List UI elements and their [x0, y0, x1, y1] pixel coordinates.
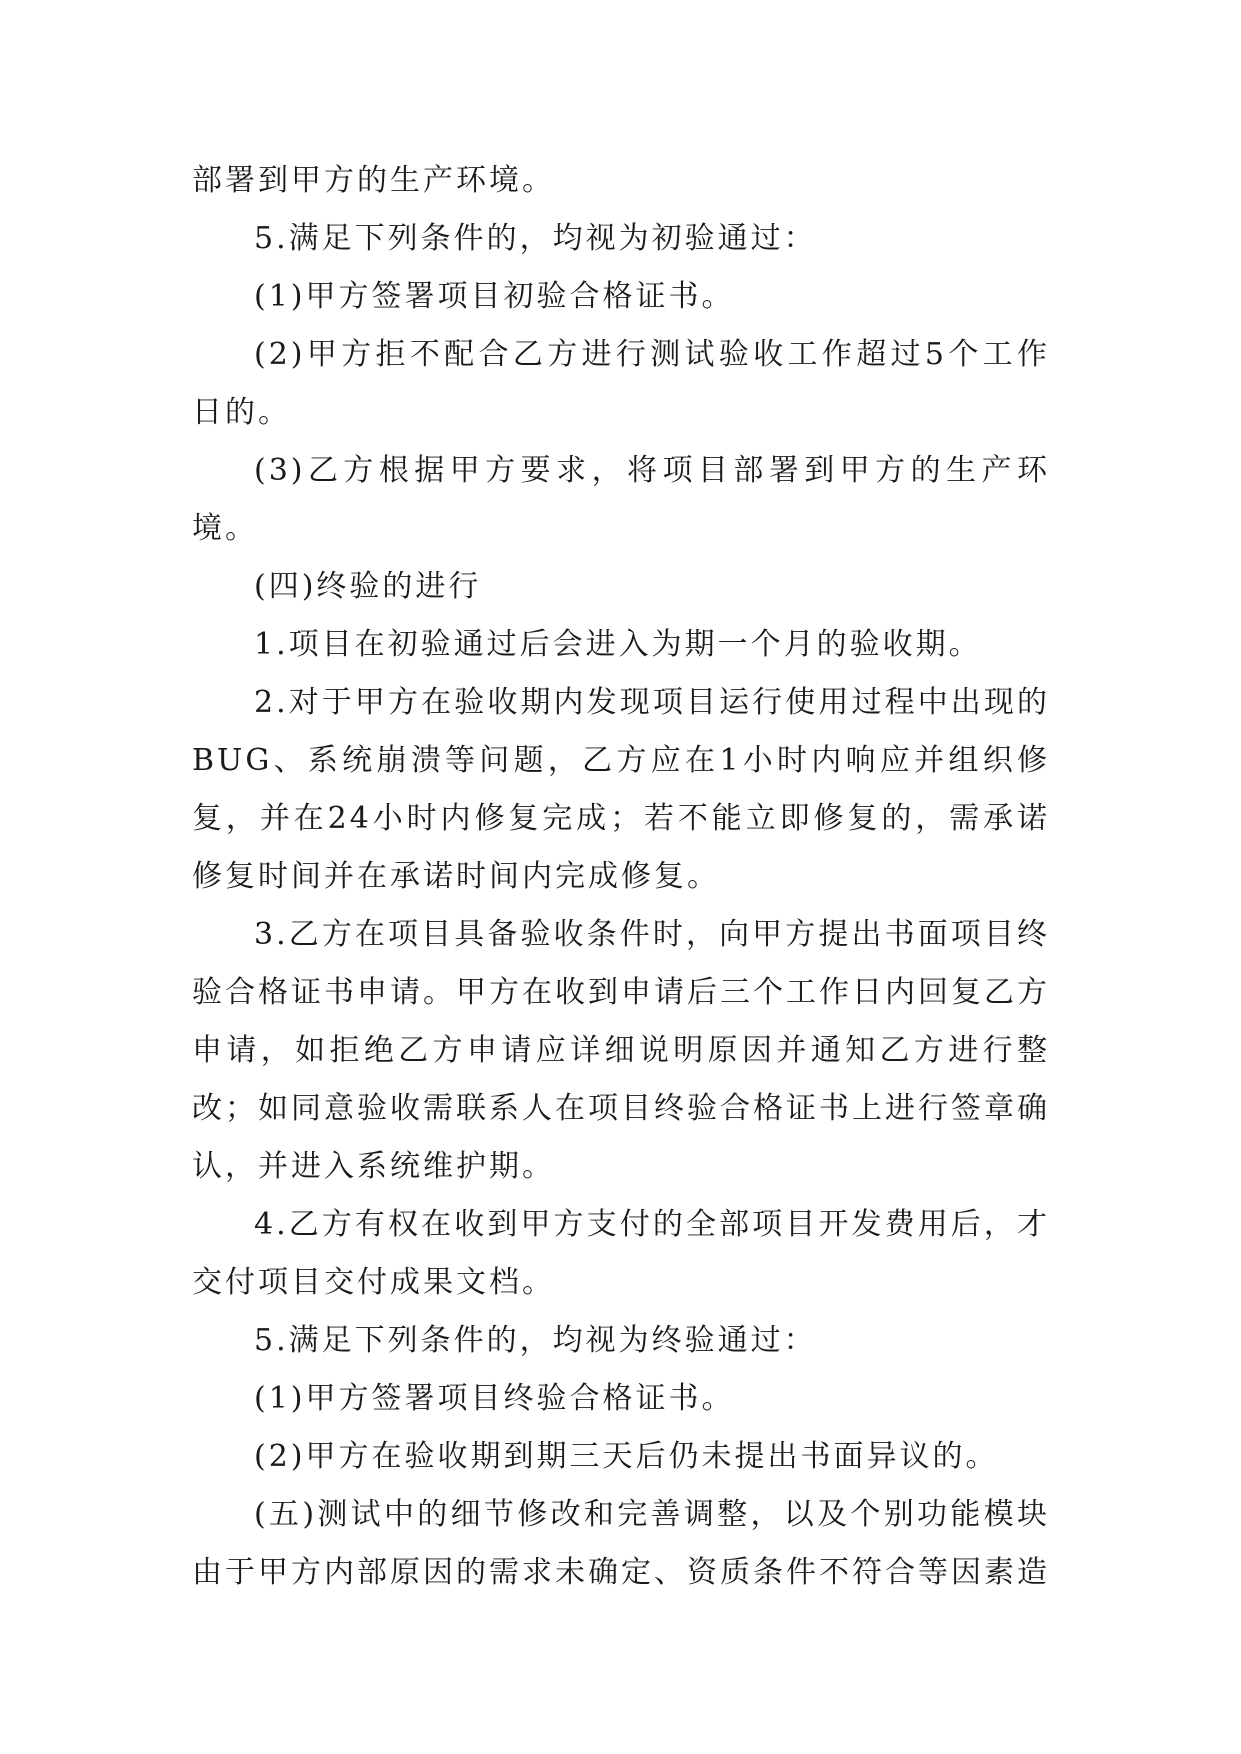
paragraph-initial-acceptance-conditions: 5.满足下列条件的，均视为初验通过： [254, 221, 817, 256]
section-heading-final-acceptance: (四)终验的进行 [254, 569, 482, 604]
paragraph-final-condition-2: (2)甲方在验收期到期三天后仍未提出书面异议的。 [254, 1439, 999, 1474]
paragraph-condition-3: (3)乙方根据甲方要求，将项目部署到甲方的生产环境。 [192, 453, 1050, 546]
paragraph-final-acceptance-conditions: 5.满足下列条件的，均视为终验通过： [254, 1323, 817, 1358]
document-body [192, 152, 1050, 1602]
paragraph-condition-2: (2)甲方拒不配合乙方进行测试验收工作超过5个工作日的。 [192, 337, 1050, 430]
paragraph-item-1: 1.项目在初验通过后会进入为期一个月的验收期。 [254, 627, 982, 662]
paragraph-continuation: 部署到甲方的生产环境。 [192, 163, 555, 198]
paragraph-condition-1: (1)甲方签署项目初验合格证书。 [254, 279, 735, 314]
paragraph-final-condition-1: (1)甲方签署项目终验合格证书。 [254, 1381, 735, 1416]
paragraph-item-2: 2.对于甲方在验收期内发现项目运行使用过程中出现的BUG、系统崩溃等问题，乙方应在1小时内响应并组织修复，并在24小时内修复完成；若不能立即修复的，需承诺修复时间并在承诺时间内完成修复。 [192, 685, 1050, 894]
paragraph-item-4: 4.乙方有权在收到甲方支付的全部项目开发费用后，才交付项目交付成果文档。 [192, 1207, 1050, 1300]
paragraph-item-3: 3.乙方在项目具备验收条件时，向甲方提出书面项目终验合格证书申请。甲方在收到申请后三个工作日内回复乙方申请，如拒绝乙方申请应详细说明原因并通知乙方进行整改；如同意验收需联系人在项目终验合格证书上进行签章确认，并进入系统维护期。 [192, 917, 1050, 1184]
section-heading-test-adjustments: (五)测试中的细节修改和完善调整，以及个别功能模块由于甲方内部原因的需求未确定、资质条件不符合等因素造 [192, 1497, 1050, 1590]
